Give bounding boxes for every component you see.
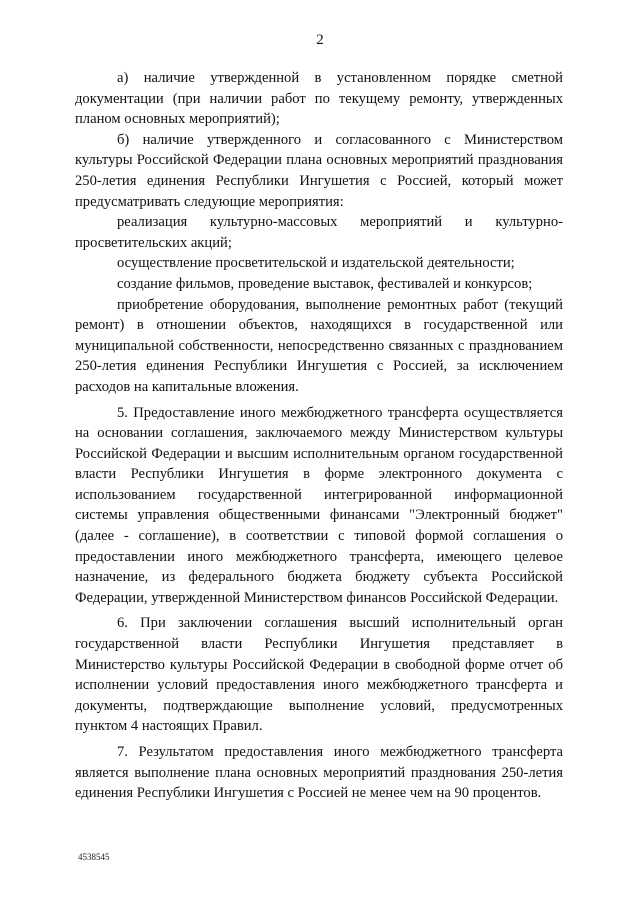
- page-number: 2: [316, 32, 324, 48]
- paragraph-item-b: б) наличие утвержденного и согласованного с Министерством культуры Российской Федерации плана основных мероприятий празднования 250-летия единения Республики Ингушетия с Россией, который может предусматривать следующие мероприятия:: [75, 131, 563, 210]
- paragraph-item-a: а) наличие утвержденной в установленном порядке сметной документации (при наличии работ по текущему ремонту, утвержденных планом основных мероприятий);: [75, 70, 563, 128]
- document-code: 4538545: [78, 852, 110, 862]
- paragraph-clause-6: 6. При заключении соглашения высший исполнительный орган государственной власти Республики Ингушетия представляет в Министерство культуры Российской Федерации в свободной форме отчет об исполнении условий предоставления иного межбюджетного трансферта и документы, подтверждающие выполнение условий, предусмотренных пунктом 4 настоящих Правил.: [75, 615, 563, 735]
- paragraph-activity-educational: осуществление просветительской и издательской деятельности;: [117, 255, 515, 272]
- paragraph-activity-films: создание фильмов, проведение выставок, фестивалей и конкурсов;: [117, 275, 533, 292]
- paragraph-activity-cultural: реализация культурно-массовых мероприятий и культурно-просветительских акций;: [75, 214, 563, 251]
- paragraph-activity-equipment: приобретение оборудования, выполнение ремонтных работ (текущий ремонт) в отношении объектов, находящихся в государственной или муниципальной собственности, непосредственно связанных с празднованием 250-летия единения Республики Ингушетия с Россией, за исключением расходов на капитальные вложения.: [75, 296, 563, 395]
- paragraph-clause-7: 7. Результатом предоставления иного межбюджетного трансферта является выполнение плана основных мероприятий празднования 250-летия единения Республики Ингушетия с Россией не менее чем на 90 процентов.: [75, 744, 563, 802]
- document-body: [75, 68, 563, 804]
- paragraph-clause-5: 5. Предоставление иного межбюджетного трансферта осуществляется на основании соглашения, заключаемого между Министерством культуры Российской Федерации и высшим исполнительным органом государственной власти Республики Ингушетия в форме электронного документа с использованием государственной интегрированной информационной системы управления общественными финансами "Электронный бюджет" (далее - соглашение), в соответствии с типовой формой соглашения о предоставлении иного межбюджетного трансферта, имеющего целевое назначение, из федерального бюджета бюджету субъекта Российской Федерации, утвержденной Министерством финансов Российской Федерации.: [75, 404, 563, 606]
